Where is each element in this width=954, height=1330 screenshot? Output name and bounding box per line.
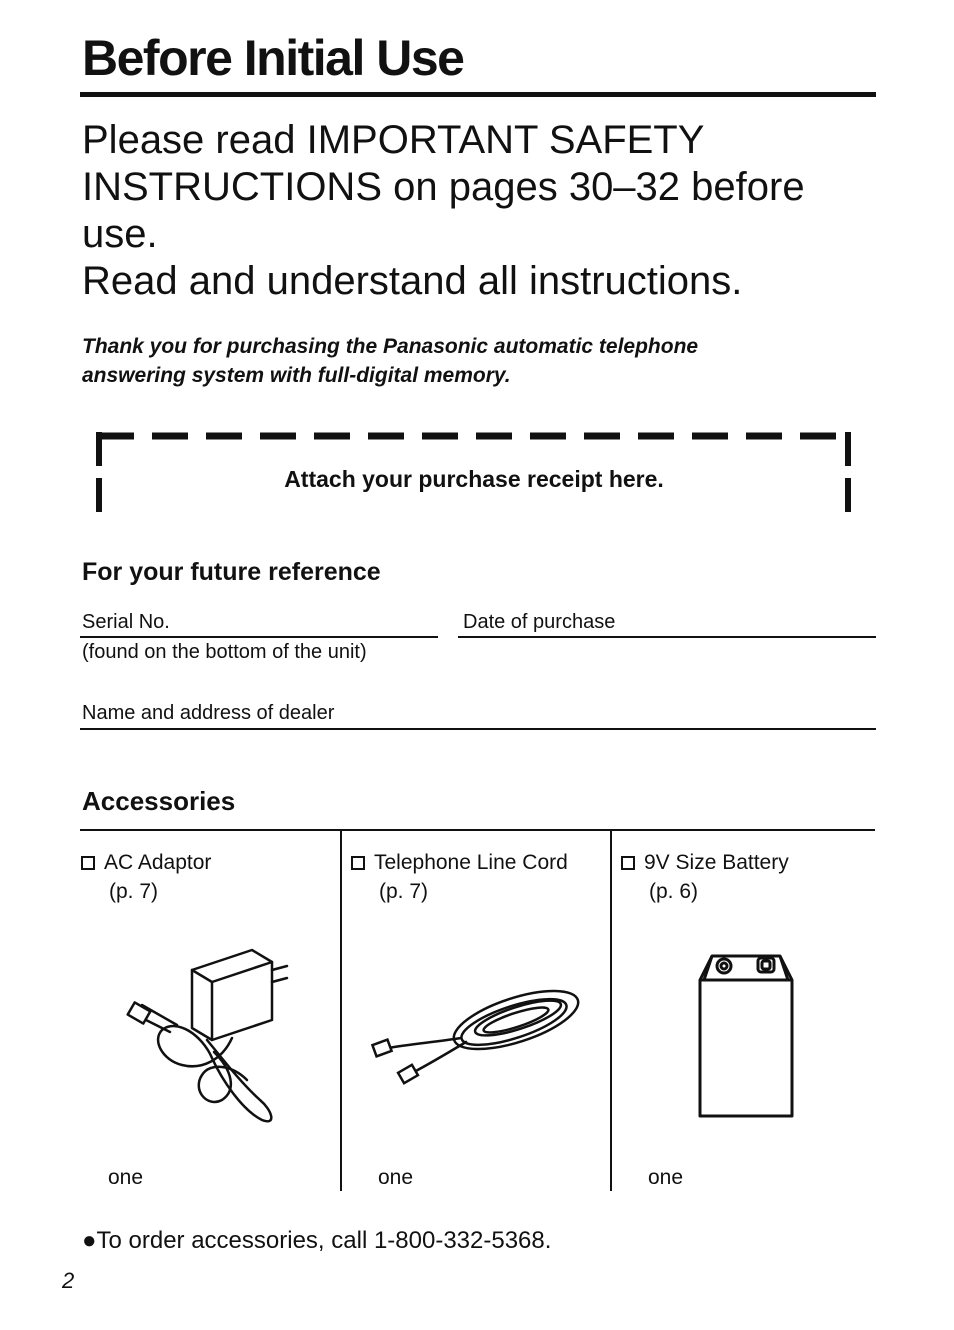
title-rule bbox=[80, 92, 876, 97]
accessory-quantity: one bbox=[648, 1166, 684, 1189]
accessory-page-ref: (p. 7) bbox=[109, 880, 159, 903]
accessory-name: 9V Size Battery bbox=[644, 851, 789, 874]
serial-number-line bbox=[80, 636, 438, 638]
accessory-quantity: one bbox=[108, 1166, 144, 1189]
accessory-page-ref: (p. 6) bbox=[649, 880, 699, 903]
column-divider bbox=[610, 829, 612, 1191]
serial-number-note: (found on the bottom of the unit) bbox=[82, 641, 367, 663]
checkbox-icon bbox=[81, 856, 95, 870]
receipt-attach-area bbox=[96, 430, 852, 514]
checkbox-icon bbox=[621, 856, 635, 870]
page-title: Before Initial Use bbox=[82, 30, 464, 86]
checkbox-icon bbox=[351, 856, 365, 870]
thanks-line: Thank you for purchasing the Panasonic automatic telephone bbox=[82, 335, 699, 358]
dealer-label: Name and address of dealer bbox=[82, 702, 335, 724]
safety-note bbox=[82, 117, 882, 305]
order-accessories-note: ●To order accessories, call 1-800-332-5368. bbox=[82, 1227, 552, 1254]
safety-line: Please read IMPORTANT SAFETY bbox=[82, 118, 705, 162]
dealer-line bbox=[80, 728, 876, 730]
date-of-purchase-line bbox=[458, 636, 876, 638]
thank-you-note bbox=[82, 332, 842, 390]
serial-number-label: Serial No. bbox=[82, 611, 170, 633]
telephone-line-cord-icon bbox=[366, 980, 592, 1090]
column-divider bbox=[340, 829, 342, 1191]
accessories-heading: Accessories bbox=[82, 786, 236, 816]
battery-9v-icon bbox=[694, 948, 798, 1124]
accessory-name: Telephone Line Cord bbox=[374, 851, 568, 874]
accessory-9v-battery bbox=[621, 848, 789, 906]
thanks-line: answering system with full-digital memory. bbox=[82, 364, 511, 387]
receipt-label: Attach your purchase receipt here. bbox=[284, 466, 664, 492]
accessory-telephone-line-cord bbox=[351, 848, 568, 906]
safety-line: use. bbox=[82, 212, 158, 256]
accessory-ac-adaptor bbox=[81, 848, 211, 906]
safety-line: Read and understand all instructions. bbox=[82, 259, 743, 303]
ac-adaptor-icon bbox=[122, 940, 302, 1130]
date-of-purchase-label: Date of purchase bbox=[463, 611, 616, 633]
accessories-table-rule bbox=[80, 829, 875, 831]
safety-line: INSTRUCTIONS on pages 30–32 before bbox=[82, 165, 805, 209]
accessory-quantity: one bbox=[378, 1166, 414, 1189]
accessory-name: AC Adaptor bbox=[104, 851, 212, 874]
page-number: 2 bbox=[62, 1268, 75, 1293]
accessory-page-ref: (p. 7) bbox=[379, 880, 429, 903]
future-reference-heading: For your future reference bbox=[82, 558, 381, 586]
